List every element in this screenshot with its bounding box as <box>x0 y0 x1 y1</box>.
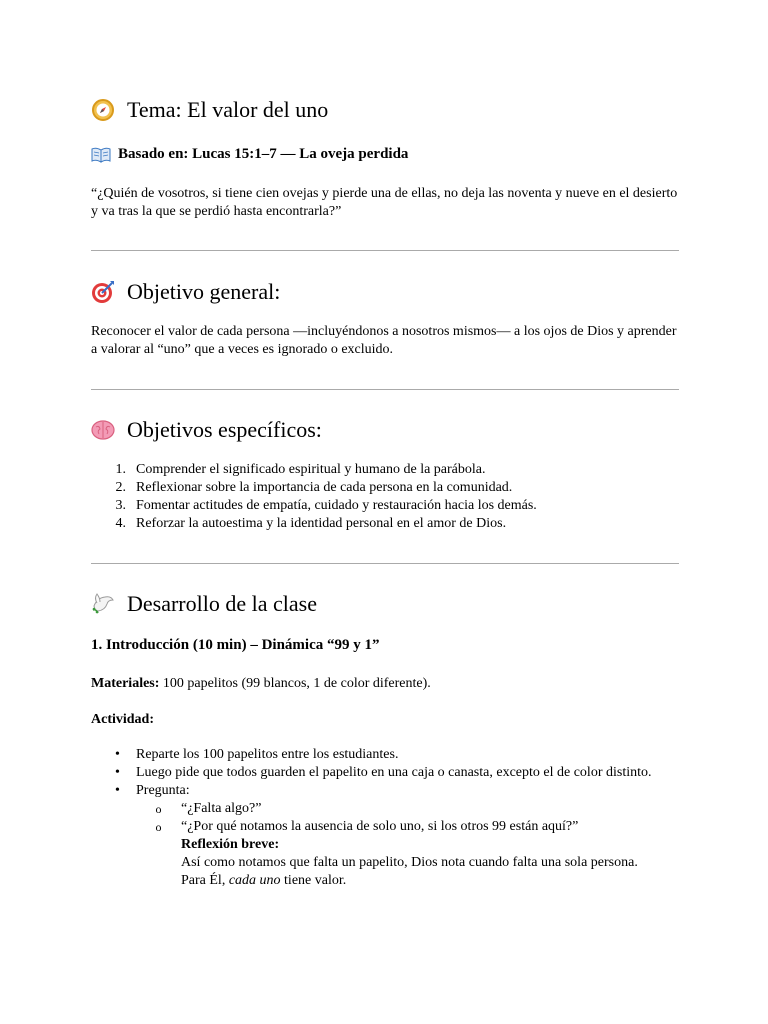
objetivos-list <box>91 461 679 533</box>
list-item-text: Reflexionar sobre la importancia de cada persona en la comunidad. <box>136 480 513 495</box>
dove-icon <box>91 592 115 616</box>
sub-list-item <box>136 818 679 890</box>
list-item-text: Pregunta: <box>136 783 190 798</box>
actividad-list <box>91 746 679 890</box>
open-book-icon <box>91 147 111 163</box>
compass-icon <box>91 98 115 122</box>
reflexion-text-2c: tiene valor. <box>280 873 347 888</box>
objetivo-general-heading <box>91 279 679 305</box>
introduccion-title: 1. Introducción (10 min) – Dinámica “99 y 1” <box>91 637 380 653</box>
materiales-text: 100 papelitos (99 blancos, 1 de color diferente). <box>159 676 431 691</box>
sub-list-item-body <box>181 818 638 890</box>
divider <box>91 389 679 390</box>
circle-marker: o <box>155 820 162 834</box>
objetivo-general-text: Reconocer el valor de cada persona —incluyéndonos a nosotros mismos— a los ojos de Dios y aprender a valorar al “uno” que a veces es ignorado o excluido. <box>91 324 677 357</box>
tema-title: Tema: El valor del uno <box>127 97 329 122</box>
target-icon <box>91 280 115 304</box>
reflexion-emphasis: cada uno <box>228 873 281 888</box>
bullet-marker: • <box>115 765 120 780</box>
desarrollo-heading <box>91 591 679 617</box>
reflexion-text-2 <box>181 872 638 890</box>
sub-list <box>91 800 679 890</box>
list-item-text: Reparte los 100 papelitos entre los estudiantes. <box>136 747 399 762</box>
list-item-text: “¿Por qué notamos la ausencia de solo uno, si los otros 99 están aquí?” <box>181 819 579 834</box>
divider <box>91 563 679 564</box>
list-item-text: Reforzar la autoestima y la identidad personal en el amor de Dios. <box>136 516 507 531</box>
actividad-label: Actividad: <box>91 712 154 727</box>
list-item <box>91 461 679 479</box>
sub-list-item <box>136 800 679 818</box>
reflexion-text-2a: Para Él, <box>181 873 229 888</box>
cita-text: “¿Quién de vosotros, si tiene cien ovejas y pierde una de ellas, no deja las noventa y nueve en el desierto y va tras la que se perdió hasta encontrarla?” <box>91 186 678 219</box>
materiales-label: Materiales: <box>91 676 160 691</box>
list-number: 2. <box>115 480 126 495</box>
bullet-marker: • <box>115 783 120 798</box>
list-number: 4. <box>115 516 126 531</box>
list-number: 1. <box>115 462 126 477</box>
list-item-text: “¿Falta algo?” <box>181 801 262 816</box>
basado-heading <box>91 146 679 163</box>
objetivos-especificos-heading <box>91 417 679 443</box>
basado-title: Basado en: Lucas 15:1–7 — La oveja perdida <box>118 146 409 162</box>
circle-marker: o <box>155 802 162 816</box>
objetivo-general-title: Objetivo general: <box>127 279 281 304</box>
divider <box>91 250 679 251</box>
list-item <box>91 782 679 800</box>
reflexion-label: Reflexión breve: <box>181 837 280 852</box>
list-item <box>91 746 679 764</box>
bullet-marker: • <box>115 747 120 762</box>
reflexion-text-1: Así como notamos que falta un papelito, Dios nota cuando falta una sola persona. <box>181 855 638 870</box>
list-item <box>91 515 679 533</box>
list-item <box>91 497 679 515</box>
objetivos-especificos-title: Objetivos específicos: <box>127 417 322 442</box>
list-item-text: Luego pide que todos guarden el papelito en una caja o canasta, excepto el de color distinto. <box>136 765 652 780</box>
list-item-text: Fomentar actitudes de empatía, cuidado y restauración hacia los demás. <box>136 498 537 513</box>
list-number: 3. <box>115 498 126 513</box>
list-item <box>91 764 679 782</box>
list-item <box>91 479 679 497</box>
list-item-text: Comprender el significado espiritual y humano de la parábola. <box>136 462 486 477</box>
brain-icon <box>91 418 115 442</box>
materiales-line <box>91 675 679 693</box>
desarrollo-title: Desarrollo de la clase <box>127 591 317 616</box>
tema-heading <box>91 97 679 123</box>
